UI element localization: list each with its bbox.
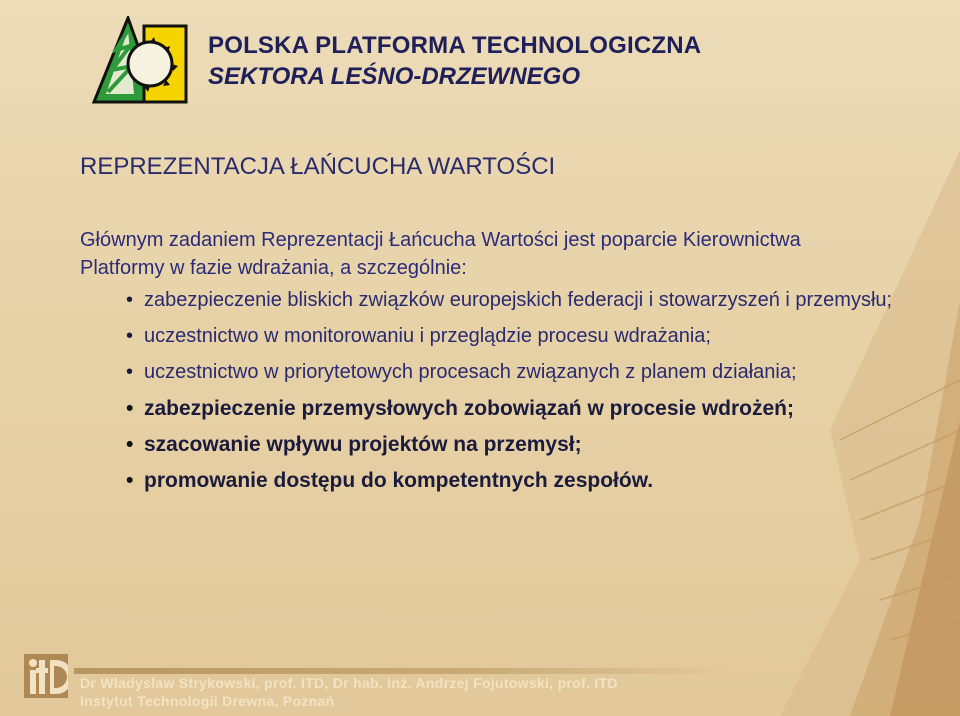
itd-logo	[24, 654, 68, 698]
list-item: • uczestnictwo w priorytetowych procesach związanych z planem działania;	[124, 359, 904, 386]
footer-institute: Instytut Technologii Drewna, Poznań	[80, 693, 335, 709]
platform-logo	[88, 16, 190, 104]
footer-bar	[74, 668, 734, 674]
bullet-list	[124, 287, 904, 503]
list-item: • zabezpieczenie bliskich związków europejskich federacji i stowarzyszeń i przemysłu;	[124, 287, 904, 314]
intro-paragraph: Głównym zadaniem Reprezentacji Łańcucha Wartości jest poparcie Kierownictwa Platformy w fazie wdrażania, a szczególnie:	[80, 229, 801, 279]
header-subtitle: SEKTORA LEŚNO-DRZEWNEGO	[208, 63, 581, 90]
footer-authors: Dr Władysław Strykowski, prof. ITD, Dr hab. inż. Andrzej Fojutowski, prof. ITD	[80, 675, 618, 691]
list-item: • promowanie dostępu do kompetentnych zespołów.	[124, 467, 904, 494]
header-title: POLSKA PLATFORMA TECHNOLOGICZNA	[208, 32, 702, 59]
list-item: • szacowanie wpływu projektów na przemysł;	[124, 431, 904, 458]
slide-title: REPREZENTACJA ŁAŃCUCHA WARTOŚCI	[80, 153, 556, 180]
list-item: • uczestnictwo w monitorowaniu i przeglądzie procesu wdrażania;	[124, 323, 904, 350]
list-item: • zabezpieczenie przemysłowych zobowiązań w procesie wdrożeń;	[124, 395, 904, 422]
